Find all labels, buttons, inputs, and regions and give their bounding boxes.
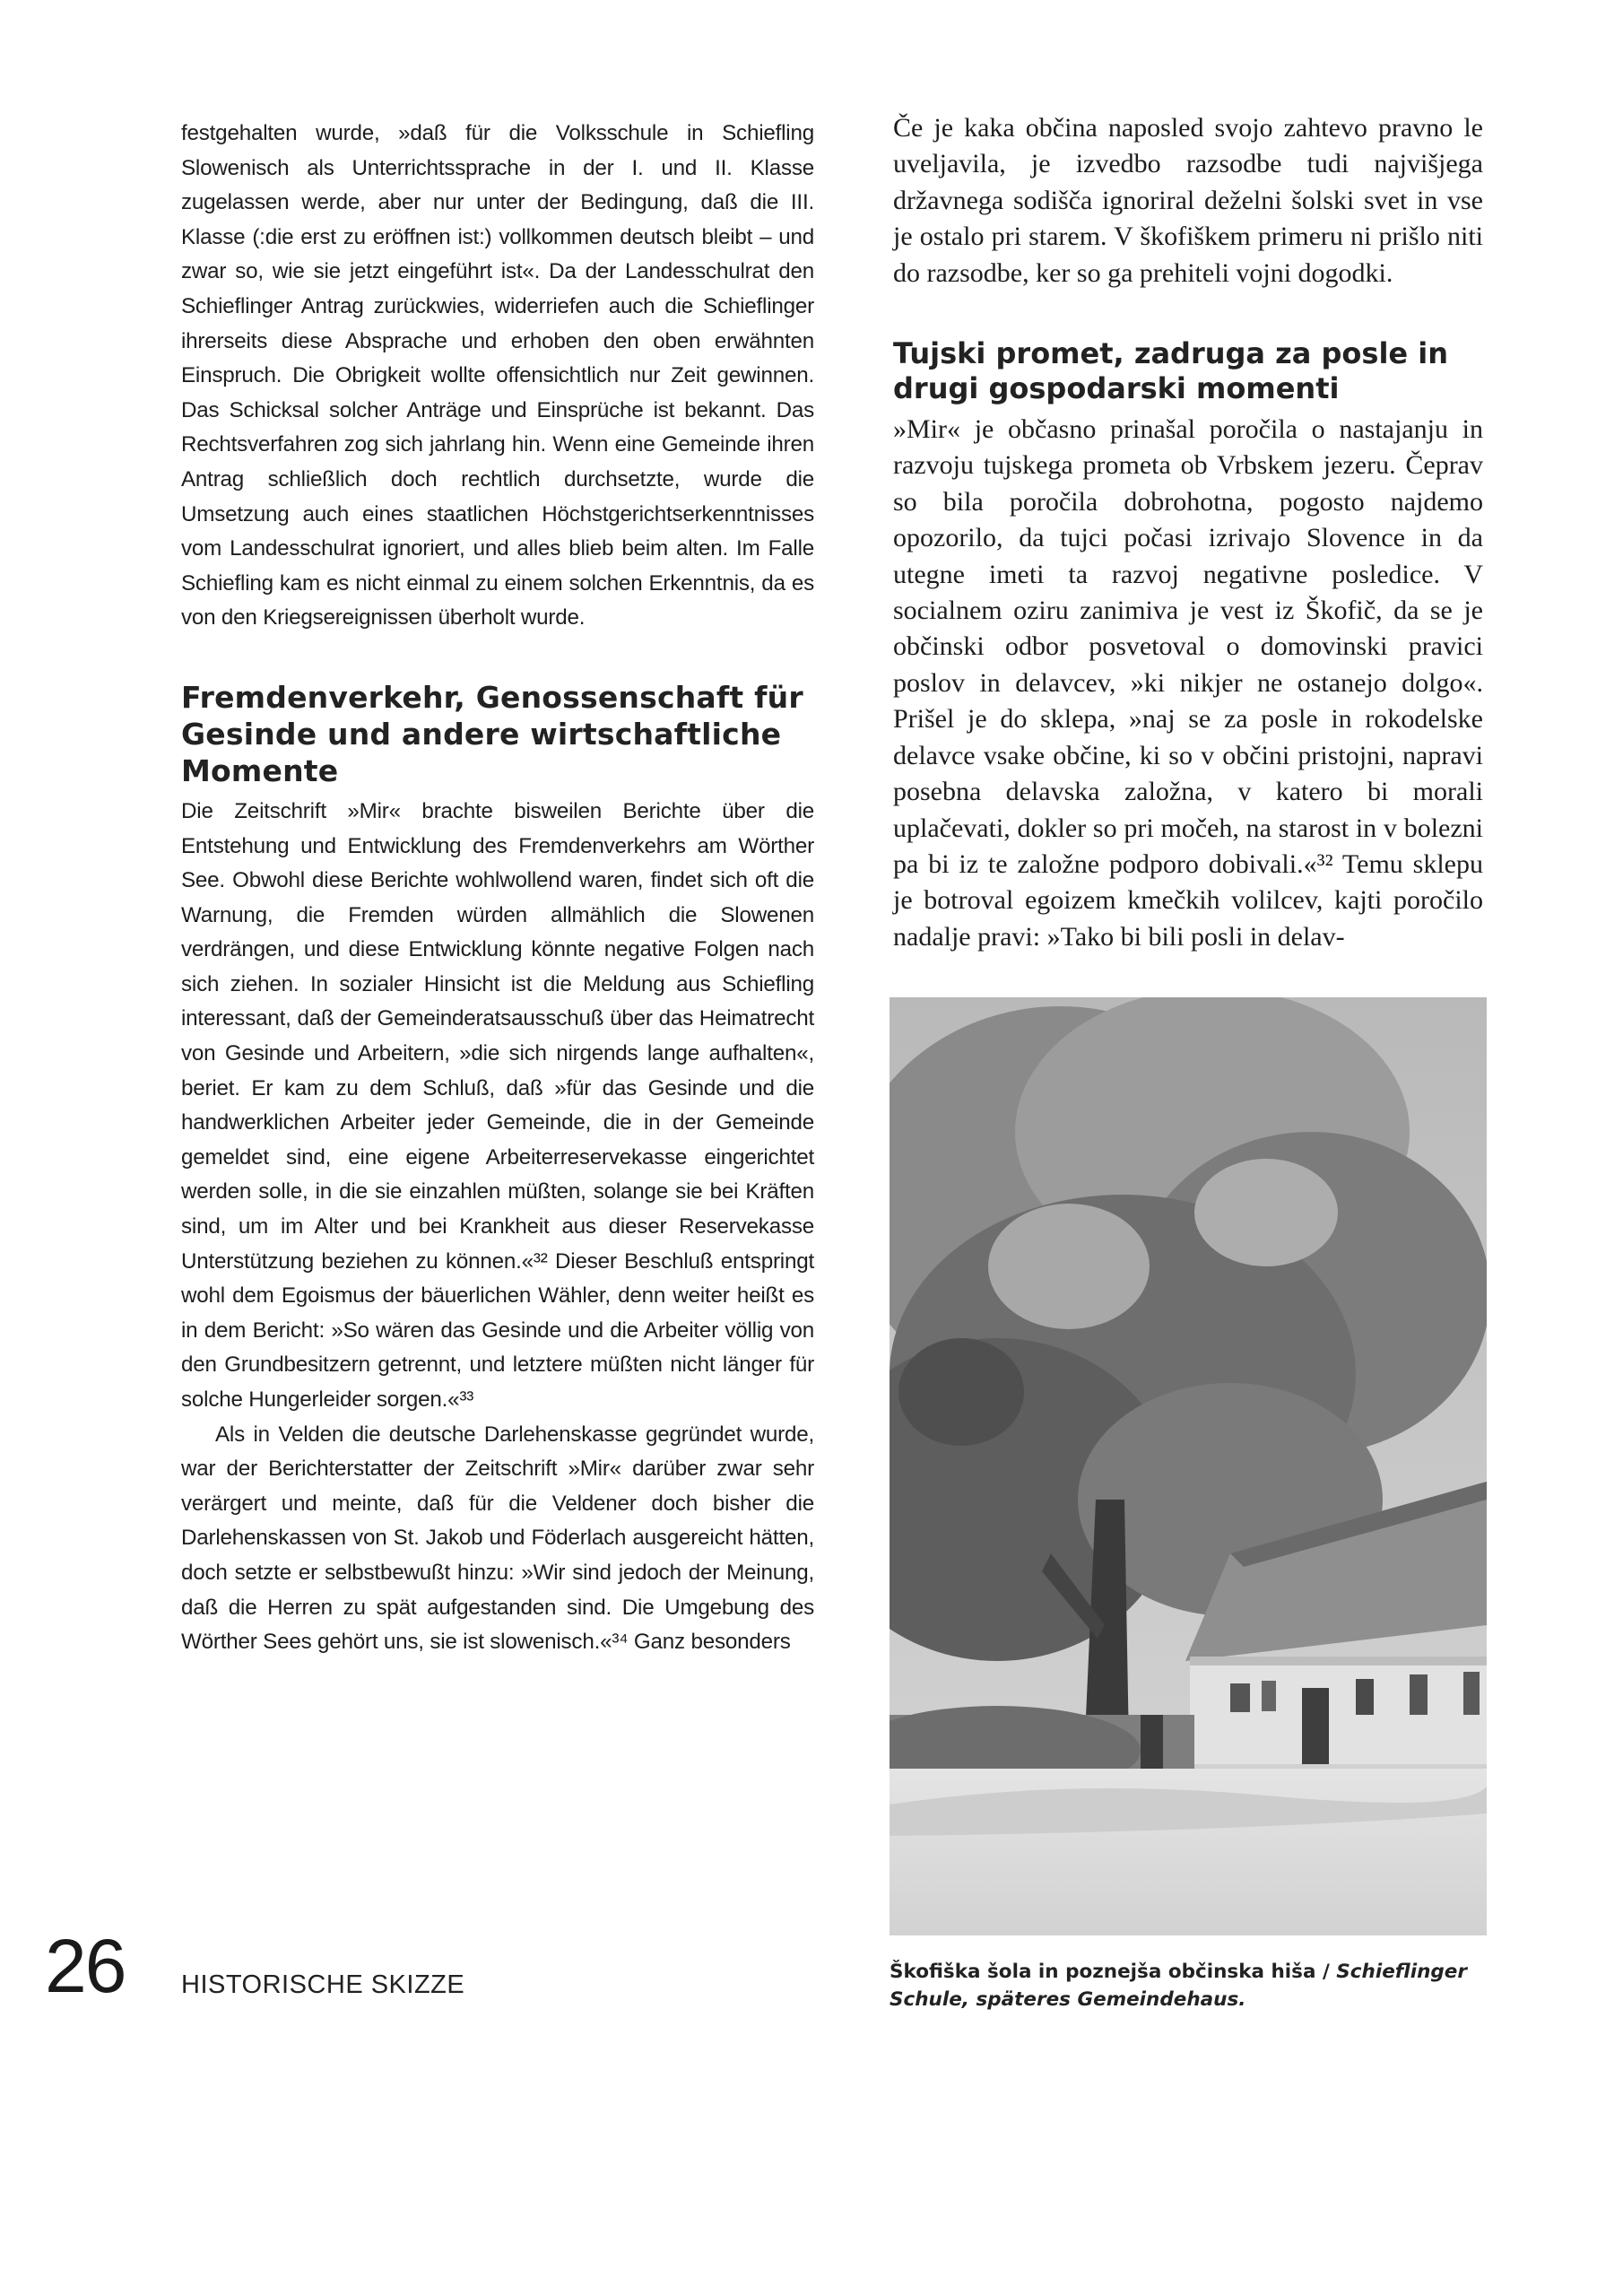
school-painting-image [890,997,1487,1935]
page-number: 26 [45,1924,126,2008]
left-section-heading: Fremdenverkehr, Genossenschaft für Gesinde und andere wirtschaftliche Momente [181,679,803,788]
right-paragraph-1: Če je kaka občina naposled svojo zahtevo pravno le uveljavila, je izvedbo razsodbe tudi najvišjega državnega sodišča ignoriral deželni šolski svet in vse je ostalo pri starem. V škofiškem primeru ni prišlo niti do razsodbe, ker so ga prehiteli vojni dogodki. [893,113,1483,288]
right-section-heading: Tujski promet, zadruga za posle in drugi gospodarski momenti [893,336,1448,406]
caption-german: Schieflinger Schule, späteres Gemeindehaus. [890,1961,1467,2011]
figure-caption [890,1958,1517,2013]
running-title: HISTORISCHE SKIZZE [181,1970,465,1999]
left-column-german [181,117,814,1660]
school-painting-figure [890,997,1487,1935]
right-paragraph-2: »Mir« je občasno prinašal poročila o nastajanju in razvoju tujskega prometa ob Vrbskem jezeru. Čeprav so bila poročila dobrohotna, pogosto najdemo opozorilo, da tujci počasi izrivajo Slovence in da utegne imeti ta razvoj negativne posledice. V socialnem oziru zanimiva je vest iz Škofič, da se je občinski odbor posvetoval o domovinski pravici poslov in delavcev, »ki nikjer ne ostanejo dolgo«. Prišel je do sklepa, »naj se za posle in rokodelske delavce vsake občine, ki so v občini pristojni, napravi posebna delavska založna, v katero bi morali uplačevati, dokler so pri močeh, na starost in v bolezni pa bi iz te založne podporo dobivali.«³² Temu sklepu je botroval egoizem kmečkih volilcev, kajti poročilo nadalje pravi: »Tako bi bili posli in delav- [893,414,1483,952]
left-paragraph-2: Die Zeitschrift »Mir« brachte bisweilen Berichte über die Entstehung und Entwicklung des Fremdenverkehrs am Wörther See. Obwohl diese Berichte wohlwollend waren, findet sich oft die Warnung, die Fremden würden allmählich die Slowenen verdrängen, und diese Entwicklung könnte negative Folgen nach sich ziehen. In sozialer Hinsicht ist die Meldung aus Schiefling interessant, daß der Gemeinderatsausschuß über das Heimatrecht von Gesinde und Arbeitern, »die sich nirgends lange aufhalten«, beriet. Er kam zu dem Schluß, daß »für das Gesinde und die handwerklichen Arbeiter jeder Gemeinde, die in der Gemeinde gemeldet sind, eine eigene Arbeiterreservekasse eingerichtet werden solle, in die sie einzahlen müßten, solange sie bei Kräften sind, um im Alter und bei Krankheit aus dieser Reservekasse Unterstützung beziehen zu können.«³² Dieser Beschluß entspringt wohl dem Egoismus der bäuerlichen Wähler, denn weiter heißt es in dem Bericht: »So wären das Gesinde und die Arbeiter völlig von den Grundbesitzern getrennt, und letztere müßten nicht länger für solche Hungerleider sorgen.«³³ [181,798,814,1412]
right-column-slovene [893,110,1483,955]
caption-slovene: Škofiška šola in poznejša občinska hiša / [890,1961,1337,1983]
left-paragraph-3: Als in Velden die deutsche Darlehenskasse gegründet wurde, war der Berichterstatter der Zeitschrift »Mir« darüber zwar sehr verärgert und meinte, daß für die Veldener doch bisher die Darlehenskassen von St. Jakob und Föderlach ausgereicht hätten, doch setzte er selbstbewußt hinzu: »Wir sind jedoch der Meinung, daß die Herren zu spät aufgestanden sind. Die Umgebung des Wörther Sees gehört uns, sie ist slowenisch.«³⁴ Ganz besonders [181,1422,814,1655]
left-paragraph-1: festgehalten wurde, »daß für die Volksschule in Schiefling Slowenisch als Unterrichtssprache in der I. und II. Klasse zugelassen werde, aber nur unter der Bedingung, daß die III. Klasse (:die erst zu eröffnen ist:) vollkommen deutsch bleibt – und zwar so, wie sie jetzt eingeführt ist«. Da der Landesschulrat den Schieflinger Antrag zurückwies, widerriefen auch die Schieflinger ihrerseits diese Absprache und erhoben den oben erwähnten Einspruch. Die Obrigkeit wollte offensichtlich nur Zeit gewinnen. Das Schicksal solcher Anträge und Einsprüche ist bekannt. Das Rechtsverfahren zog sich jahrlang hin. Wenn eine Gemeinde ihren Antrag schließlich doch rechtlich durchsetzte, wurde die Umsetzung auch eines staatlichen Höchstgerichtserkenntnisses vom Landesschulrat ignoriert, und alles blieb beim alten. Im Falle Schiefling kam es nicht einmal zu einem solchen Erkenntnis, da es von den Kriegsereignissen überholt wurde. [181,121,814,631]
